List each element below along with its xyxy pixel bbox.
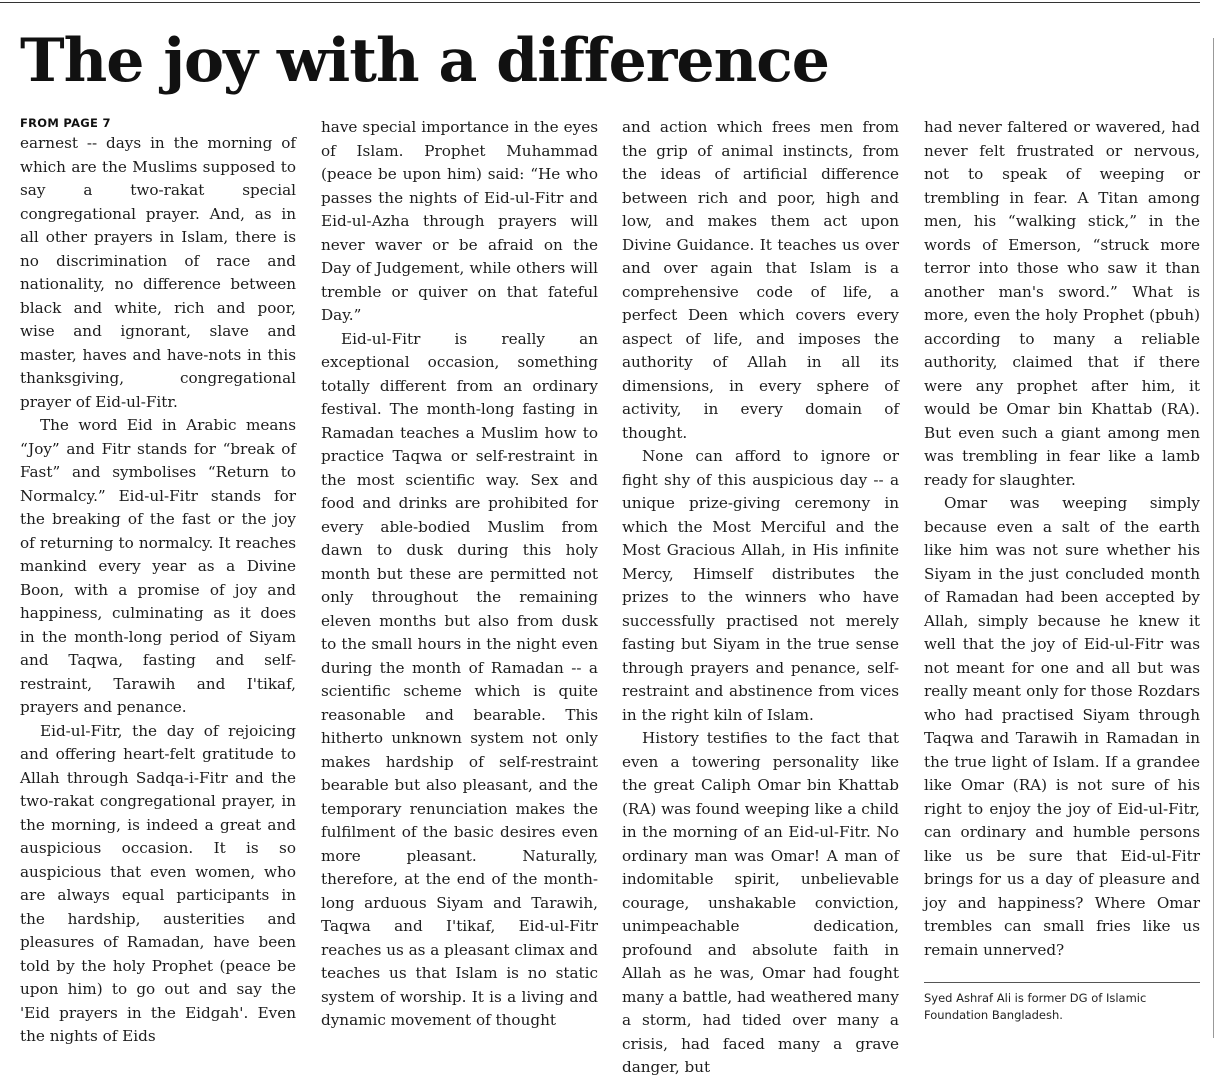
- paragraph: had never faltered or wavered, had never felt frustrated or nervous, not to speak of weeping or trembling in fear. A Titan among men, his “walking stick,” in the words of Emerson, “struck more terror into those who saw it than another man's sword.” What is more, even the holy Prophet (pbuh) according to many a reliable authority, claimed that if there were any prophet after him, it would be Omar bin Khattab (RA). But even such a giant among men was trembling in fear like a lamb ready for slaughter.: [924, 118, 1200, 489]
- author-byline: Syed Ashraf Ali is former DG of Islamic Foundation Bangladesh.: [924, 991, 1147, 1022]
- column-3: [622, 116, 899, 1076]
- byline-rule: [924, 982, 1200, 983]
- paragraph: None can afford to ignore or fight shy of this auspicious day -- a unique prize-giving ceremony in which the Most Merciful and the Most Gracious Allah, in His infinite Mercy, Himself distributes the prizes to the winners who have successfully practised not merely fasting but Siyam in the true sense through prayers and penance, self-restraint and abstinence from vices in the right kiln of Islam.: [622, 447, 899, 724]
- paragraph: earnest -- days in the morning of which are the Muslims supposed to say a two-rakat special congregational prayer. And, as in all other prayers in Islam, there is no discrimination of race and nationality, no difference between black and white, rich and poor, wise and ignorant, slave and master, haves and have-nots in this thanksgiving, congregational prayer of Eid-ul-Fitr.: [20, 134, 296, 411]
- paragraph: Omar was weeping simply because even a salt of the earth like him was not sure whether his Siyam in the just concluded month of Ramadan had been accepted by Allah, simply because he knew it well that the joy of Eid-ul-Fitr was not meant for one and all but was really meant only for those Rozdars who had practised Siyam through Taqwa and Tarawih in Ramadan in the true light of Islam. If a grandee like Omar (RA) is not sure of his right to enjoy the joy of Eid-ul-Fitr, can ordinary and humble persons like us be sure that Eid-ul-Fitr brings for us a day of pleasure and joy and happiness? Where Omar trembles can small fries like us remain unnerved?: [924, 494, 1200, 959]
- paragraph: and action which frees men from the grip of animal instincts, from the ideas of artificial difference between rich and poor, high and low, and makes them act upon Divine Guidance. It teaches us over and over again that Islam is a comprehensive code of life, a perfect Deen which covers every aspect of life, and imposes the authority of Allah in all its dimensions, in every sphere of activity, in every domain of thought.: [622, 118, 899, 442]
- column-2: [321, 116, 598, 1036]
- paragraph: The word Eid in Arabic means “Joy” and Fitr stands for “break of Fast” and symbolises “Return to Normalcy.” Eid-ul-Fitr stands for the breaking of the fast or the joy of returning to normalcy. It reaches mankind every year as a Divine Boon, with a promise of joy and happiness, culminating as it does in the month-long period of Siyam and Taqwa, fasting and self-restraint, Tarawih and I'tikaf, prayers and penance.: [20, 416, 296, 716]
- right-column-rule: [1213, 38, 1214, 1038]
- paragraph: Eid-ul-Fitr, the day of rejoicing and offering heart-felt gratitude to Allah through Sadqa-i-Fitr and the two-rakat congregational prayer, in the morning, is indeed a great and auspicious occasion. It is so auspicious that even women, who are always equal participants in the hardship, austerities and pleasures of Ramadan, have been told by the holy Prophet (peace be upon him) to go out and say the 'Eid prayers in the Eidgah'. Even the nights of Eids: [20, 721, 296, 1045]
- paragraph: History testifies to the fact that even a towering personality like the great Caliph Omar bin Khattab (RA) was found weeping like a child in the morning of an Eid-ul-Fitr. No ordinary man was Omar! A man of indomitable spirit, unbelievable courage, unshakable conviction, unimpeachable dedication, profound and absolute faith in Allah as he was, Omar had fought many a battle, had weathered many a storm, had tided over many a crisis, had faced many a grave danger, but: [622, 729, 899, 1076]
- column-1: [20, 116, 296, 1045]
- headline: The joy with a difference: [20, 26, 829, 96]
- top-rule: [0, 2, 1200, 3]
- continued-from-label: FROM PAGE 7: [20, 116, 111, 130]
- column-4: [924, 116, 1200, 966]
- paragraph: have special importance in the eyes of Islam. Prophet Muhammad (peace be upon him) said: “He who passes the nights of Eid-ul-Fitr and Eid-ul-Azha through prayers will never waver or be afraid on the Day of Judgement, while others will tremble or quiver on that fateful Day.”: [321, 118, 598, 324]
- paragraph: Eid-ul-Fitr is really an exceptional occasion, something totally different from an ordinary festival. The month-long fasting in Ramadan teaches a Muslim how to practice Taqwa or self-restraint in the most scientific way. Sex and food and drinks are prohibited for every able-bodied Muslim from dawn to dusk during this holy month but these are permitted not only throughout the remaining eleven months but also from dusk to the small hours in the night even during the month of Ramadan -- a scientific scheme which is quite reasonable and bearable. This hitherto unknown system not only makes hardship of self-restraint bearable but also pleasant, and the temporary renunciation makes the fulfilment of the basic desires even more pleasant. Naturally, therefore, at the end of the month-long arduous Siyam and Tarawih, Taqwa and I'tikaf, Eid-ul-Fitr reaches us as a pleasant climax and teaches us that Islam is no static system of worship. It is a living and dynamic movement of thought: [321, 329, 598, 1029]
